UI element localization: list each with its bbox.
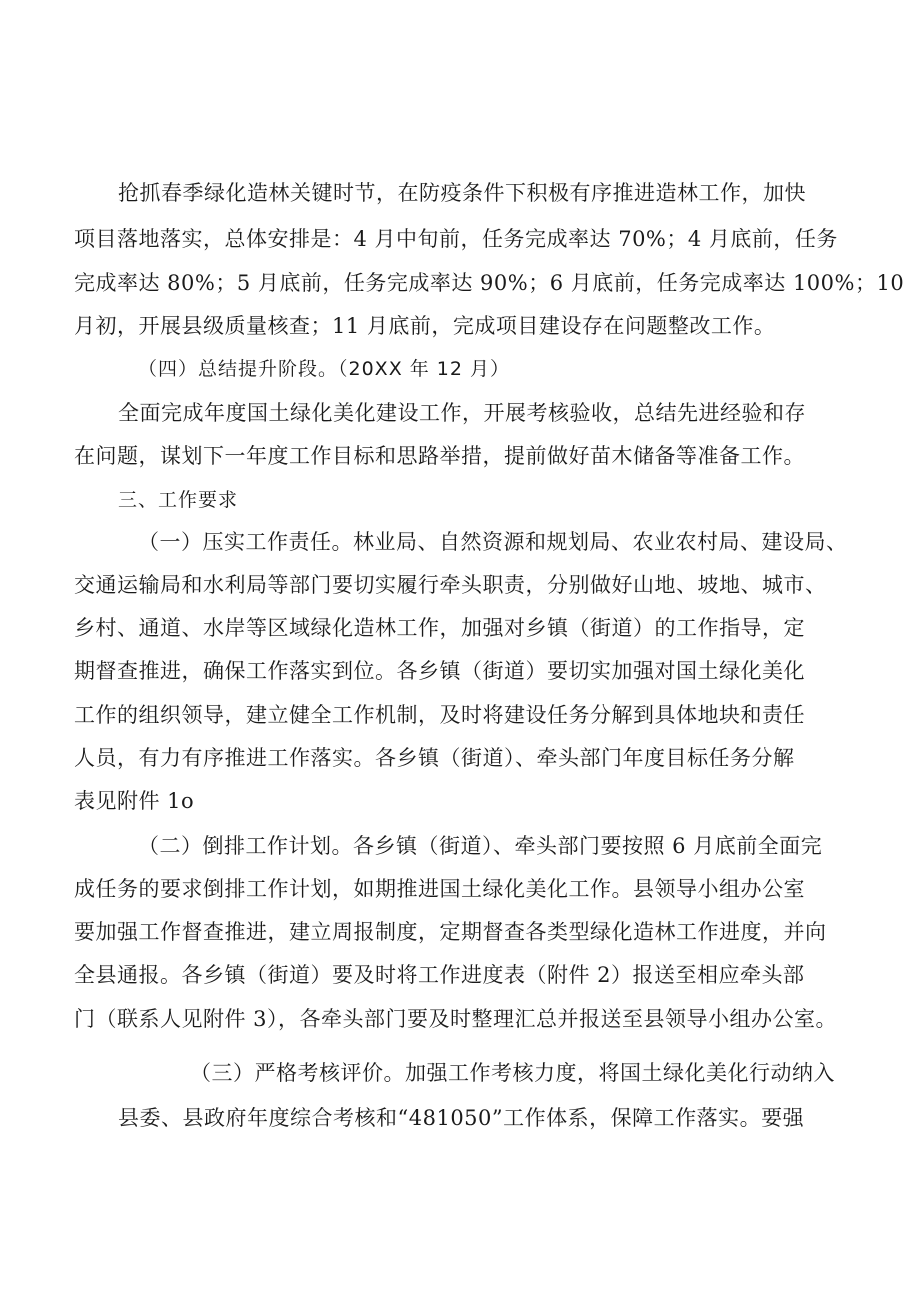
paragraph-line: 表见附件 1o: [74, 789, 195, 813]
paragraph-line: 成任务的要求倒排工作计划，如期推进国土绿化美化工作。县领导小组办公室: [74, 877, 805, 901]
paragraph-line: （三）严格考核评价。加强工作考核力度，将国土绿化美化行动纳入: [190, 1061, 835, 1085]
paragraph-line: 工作的组织领导，建立健全工作机制，及时将建设任务分解到具体地块和责任: [74, 703, 805, 727]
section-heading: （四）总结提升阶段。（20XX 年 12 月）: [138, 358, 511, 380]
paragraph-line: 期督查推进，确保工作落实到位。各乡镇（街道）要切实加强对国土绿化美化: [74, 659, 805, 683]
paragraph-line: （一）压实工作责任。林业局、自然资源和规划局、农业农村局、建设局、: [138, 530, 848, 554]
paragraph-line: 要加强工作督查推进，建立周报制度，定期督查各类型绿化造林工作进度，并向: [74, 920, 827, 944]
paragraph-line: 全县通报。各乡镇（街道）要及时将工作进度表（附件 2）报送至相应牵头部: [74, 963, 805, 987]
paragraph-line: （二）倒排工作计划。各乡镇（街道）、牵头部门要按照 6 月底前全面完: [138, 834, 823, 858]
paragraph-line: 门（联系人见附件 3），各牵头部门要及时整理汇总并报送至县领导小组办公室。: [74, 1007, 838, 1031]
paragraph-line: 交通运输局和水利局等部门要切实履行牵头职责，分别做好山地、坡地、城市、: [74, 573, 827, 597]
section-heading: 三、工作要求: [118, 489, 239, 511]
paragraph-line: 抢抓春季绿化造林关键时节，在防疫条件下积极有序推进造林工作，加快: [118, 181, 806, 205]
paragraph-line: 全面完成年度国土绿化美化建设工作，开展考核验收，总结先进经验和存: [118, 401, 806, 425]
paragraph-line: 项目落地落实，总体安排是：4 月中旬前，任务完成率达 70%；4 月底前，任务: [74, 227, 838, 251]
paragraph-line: 在问题，谋划下一年度工作目标和思路举措，提前做好苗木储备等准备工作。: [74, 444, 805, 468]
paragraph-line: 县委、县政府年度综合考核和“481050”工作体系，保障工作落实。要强: [118, 1106, 805, 1130]
paragraph-line: 完成率达 80%；5 月底前，任务完成率达 90%；6 月底前，任务完成率达 100%；10: [74, 271, 905, 295]
paragraph-line: 月初，开展县级质量核查；11 月底前，完成项目建设存在问题整改工作。: [74, 314, 776, 338]
paragraph-line: 人员，有力有序推进工作落实。各乡镇（街道）、牵头部门年度目标任务分解: [74, 746, 795, 770]
paragraph-line: 乡村、通道、水岸等区域绿化造林工作，加强对乡镇（街道）的工作指导，定: [74, 616, 805, 640]
